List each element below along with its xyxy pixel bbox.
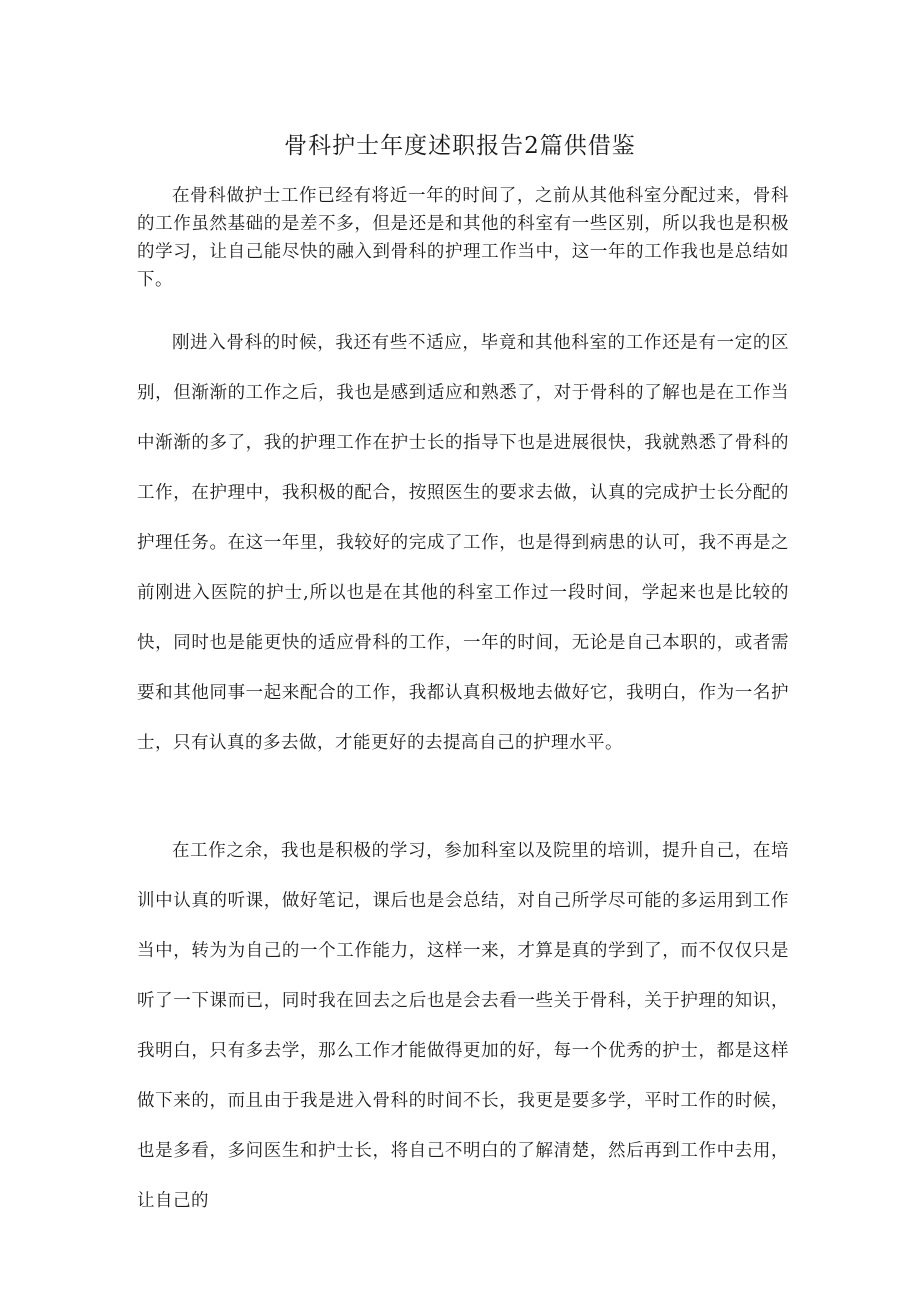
- paragraph-learning: 在工作之余，我也是积极的学习，参加科室以及院里的培训，提升自己，在培训中认真的听课，做好笔记，课后也是会总结，对自己所学尽可能的多运用到工作当中，转为为自己的一个工作能力，这样一来，才算是真的学到了，而不仅仅只是听了一下课而已，同时我在回去之后也是会去看一些关于骨科，关于护理的知识，我明白，只有多去学，那么工作才能做得更加的好，每一个优秀的护士，都是这样做下来的，而且由于我是进入骨科的时间不长，我更是要多学，平时工作的时候，也是多看，多问医生和护士长，将自己不明白的了解清楚，然后再到工作中去用，让自己的: [137, 841, 789, 1211]
- paragraph-adaptation: 刚进入骨科的时候，我还有些不适应，毕竟和其他科室的工作还是有一定的区别，但渐渐的工作之后，我也是感到适应和熟悉了，对于骨科的了解也是在工作当中渐渐的多了，我的护理工作在护士长的指导下也是进展很快，我就熟悉了骨科的工作，在护理中，我积极的配合，按照医生的要求去做，认真的完成护士长分配的护理任务。在这一年里，我较好的完成了工作，也是得到病患的认可，我不再是之前刚进入医院的护士,所以也是在其他的科室工作过一段时间，学起来也是比较的快，同时也是能更快的适应骨科的工作，一年的时间，无论是自己本职的，或者需要和其他同事一起来配合的工作，我都认真积极地去做好它，我明白，作为一名护士，只有认真的多去做，才能更好的去提高自己的护理水平。: [137, 333, 789, 753]
- document-title: 骨科护士年度述职报告2篇供借鉴: [284, 133, 636, 159]
- paragraph-intro: 在骨科做护士工作已经有将近一年的时间了，之前从其他科室分配过来，骨科的工作虽然基础的是差不多，但是还是和其他的科室有一些区别，所以我也是积极的学习，让自己能尽快的融入到骨科的护理工作当中，这一年的工作我也是总结如下。: [137, 186, 789, 290]
